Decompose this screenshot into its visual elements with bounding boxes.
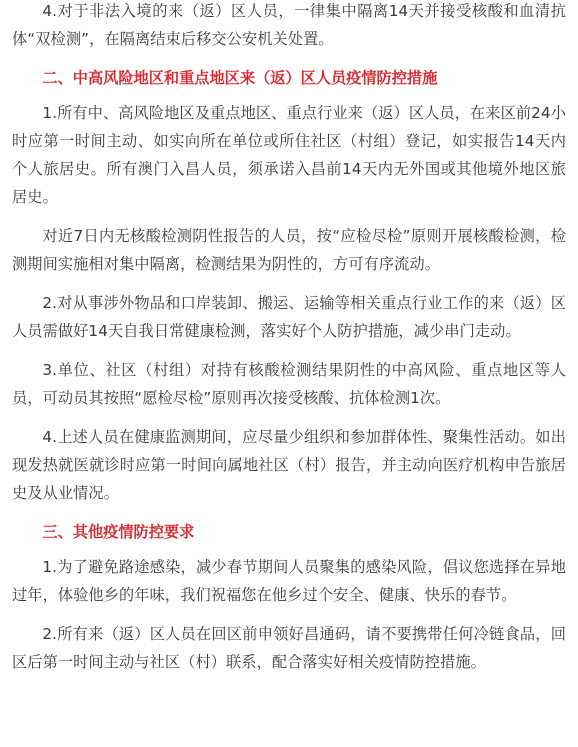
paragraph-stay-local: 1.为了避免路途感染，减少春节期间人员聚集的感染风险，倡议您选择在异地过年，体验他乡的年味，我们祝福您在他乡过个安全、健康、快乐的春节。 — [12, 558, 566, 604]
paragraph-registration: 1.所有中、高风险地区及重点地区、重点行业来（返）区人员，在来区前24小时应第一时间主动、如实向所在单位或所住社区（村组）登记，如实报告14天内个人旅居史。所有澳门入昌人员，须承诺入昌前14天内无外国或其他境外地区旅居史。 — [12, 104, 566, 206]
paragraph-health-code: 2.所有来（返）区人员在回区前申领好昌通码，请不要携带任何冷链食品，回区后第一时间主动与社区（村）联系，配合落实好相关疫情防控措施。 — [12, 625, 566, 671]
paragraph-nucleic-test: 对近7日内无核酸检测阴性报告的人员，按“应检尽检”原则开展核酸检测，检测期间实施相对集中隔离，检测结果为阴性的，方可有序流动。 — [12, 227, 566, 273]
paragraph-health-monitoring: 4.上述人员在健康监测期间，应尽量少组织和参加群体性、聚集性活动。如出现发热就医就诊时应第一时间向属地社区（村）报告，并主动向医疗机构申告旅居史及从业情况。 — [12, 428, 566, 502]
section-heading-high-risk: 二、中高风险地区和重点地区来（返）区人员疫情防控措施 — [42, 69, 438, 87]
paragraph-key-industry: 2.对从事涉外物品和口岸装卸、搬运、运输等相关重点行业工作的来（返）区人员需做好14天自我日常健康检测，落实好个人防护措施，减少串门走动。 — [12, 294, 566, 340]
section-heading-other-requirements: 三、其他疫情防控要求 — [42, 523, 195, 541]
paragraph-illegal-entry: 4.对于非法入境的来（返）区人员，一律集中隔离14天并接受核酸和血清抗体“双检测”，在隔离结束后移交公安机关处置。 — [12, 2, 566, 48]
paragraph-community-testing: 3.单位、社区（村组）对持有核酸检测结果阴性的中高风险、重点地区等人员，可动员其按照“愿检尽检”原则再次接受核酸、抗体检测1次。 — [12, 361, 566, 407]
